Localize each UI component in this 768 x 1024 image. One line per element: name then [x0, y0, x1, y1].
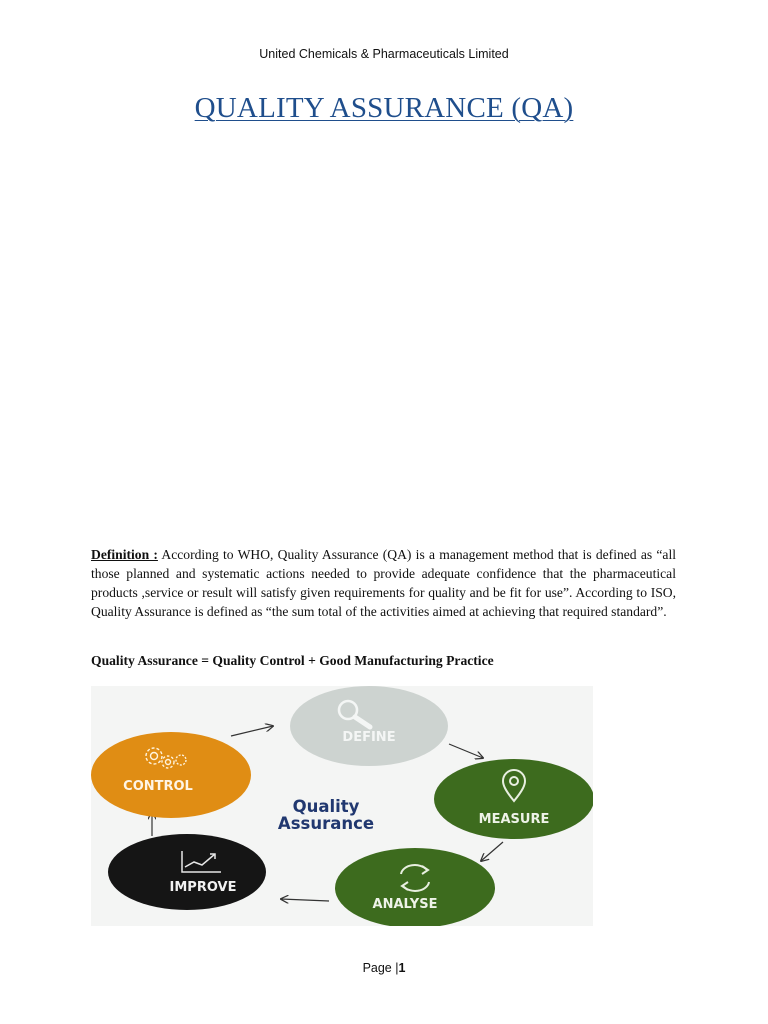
page-number: 1 [398, 961, 406, 975]
measure-node [434, 759, 593, 839]
define-label: DEFINE [342, 730, 396, 745]
diagram-center-title-line1: Quality [292, 797, 360, 816]
analyse-node [335, 848, 495, 926]
qa-cycle-diagram [91, 686, 593, 926]
definition-label: Definition : [91, 547, 158, 562]
diagram-center-title-line2: Assurance [277, 814, 375, 833]
page-label: Page | [362, 961, 399, 975]
definition-text: According to WHO, Quality Assurance (QA) is a management method that is defined as “all those planned and systematic actions needed to provide adequate confidence that the pharmaceutical products ,service or result will satisfy given requirements for quality and be fit for use”. According to ISO, Quality Assurance is defined as “the sum total of the activities aimed at achieving that required standard”. [91, 547, 677, 619]
control-label: CONTROL [123, 779, 193, 794]
analyse-label: ANALYSE [372, 897, 438, 912]
arrow-analyse-improve [281, 899, 329, 901]
definition-paragraph [91, 545, 676, 621]
page-title: QUALITY ASSURANCE (QA) [194, 92, 574, 124]
qa-cycle-svg [91, 686, 593, 926]
arrow-define-measure [449, 744, 483, 758]
measure-label: MEASURE [478, 812, 550, 827]
arrow-measure-analyse [481, 842, 503, 861]
define-node [290, 686, 448, 766]
page-header: United Chemicals & Pharmaceuticals Limited [259, 47, 509, 61]
qa-formula: Quality Assurance = Quality Control + Good Manufacturing Practice [91, 653, 494, 668]
arrow-control-define [231, 726, 273, 736]
page-footer [0, 961, 768, 975]
improve-node [108, 834, 266, 910]
control-node [91, 732, 251, 818]
improve-label: IMPROVE [169, 880, 237, 895]
